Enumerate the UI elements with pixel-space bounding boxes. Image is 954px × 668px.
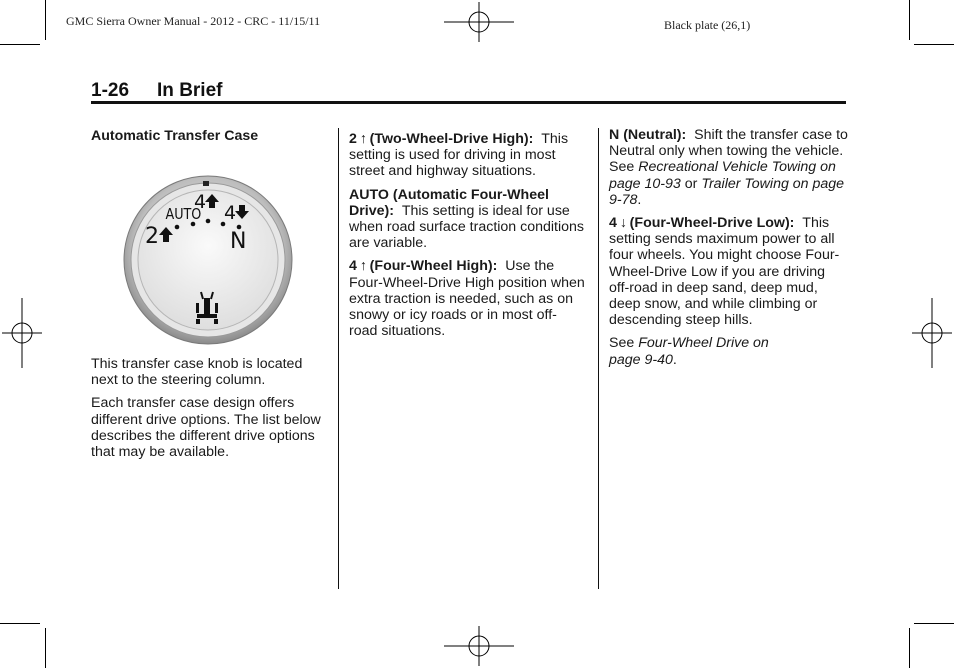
term-label: (Four-Wheel High): bbox=[369, 258, 498, 275]
cross-reference[interactable]: Recreational Vehicle Towing on page 10-93 bbox=[609, 159, 836, 192]
paragraph-four-wheel-low: 4 ↓ (Four-Wheel-Drive Low): This setting sends maximum power to all four wheels. You might choose Four-Wheel-Drive Low if you are driving off-road in deep sand, deep mud, deep snow, and while climbing or descending steep hills. bbox=[609, 215, 840, 329]
paragraph-neutral: N (Neutral): Shift the transfer case to Neutral only when towing the vehicle. See Recreational Vehicle Towing on page 10-93 or Trailer Towing on page 9-78. bbox=[609, 127, 848, 208]
term-label: (Two-Wheel-Drive High): bbox=[369, 131, 534, 147]
term-4: 4 bbox=[349, 258, 357, 275]
crop-mark bbox=[0, 623, 40, 624]
paragraph-four-wheel-high: 4 ↑ (Four-Wheel High): Use the Four-Wheel-Drive High position when extra traction is needed, such as on snowy or icy roads or in most off-road situations. bbox=[349, 258, 585, 340]
knob-label-2-high: 2 bbox=[145, 224, 159, 249]
crop-mark bbox=[914, 44, 954, 45]
registration-mark-top bbox=[444, 0, 514, 42]
crop-mark bbox=[914, 623, 954, 624]
print-header-left: GMC Sierra Owner Manual - 2012 - CRC - 11/15/11 bbox=[66, 14, 321, 28]
column-2 bbox=[349, 131, 585, 346]
transfer-case-knob-illustration bbox=[123, 175, 293, 345]
up-arrow-icon: ↑ bbox=[359, 131, 367, 147]
crop-mark bbox=[909, 628, 910, 668]
column-divider bbox=[598, 128, 599, 589]
knob-label-auto: AUTO bbox=[165, 206, 202, 224]
registration-mark-bottom bbox=[444, 626, 514, 668]
down-arrow-icon: ↓ bbox=[619, 215, 627, 232]
heading-rule bbox=[91, 101, 846, 104]
column-1-body bbox=[91, 356, 326, 467]
crop-mark bbox=[909, 0, 910, 40]
column-divider bbox=[338, 128, 339, 589]
paragraph: This transfer case knob is located next to the steering column. bbox=[91, 356, 303, 389]
knob-label-neutral: N bbox=[230, 229, 247, 254]
term-label: (Four-Wheel-Drive Low): bbox=[629, 215, 795, 232]
cross-reference[interactable]: Four-Wheel Drive on page 9-40 bbox=[609, 335, 769, 368]
cross-reference[interactable]: Trailer Towing on page 9-78 bbox=[609, 175, 845, 208]
term-neutral: N (Neutral): bbox=[609, 127, 687, 143]
column-3 bbox=[609, 127, 849, 375]
registration-mark-left bbox=[0, 298, 42, 368]
crop-mark bbox=[45, 0, 46, 40]
section-title: In Brief bbox=[157, 80, 223, 101]
paragraph: Each transfer case design offers different drive options. The list below describes the different drive options that may be available. bbox=[91, 395, 321, 461]
knob-label-4-low: 4 bbox=[224, 202, 237, 224]
page-number: 1-26 bbox=[91, 80, 130, 101]
print-header-right: Black plate (26,1) bbox=[664, 18, 751, 32]
term-4: 4 bbox=[609, 215, 617, 232]
section-subtitle: Automatic Transfer Case bbox=[91, 128, 259, 144]
page-heading bbox=[91, 80, 222, 102]
paragraph-two-wheel-high: 2 ↑ (Two-Wheel-Drive High): This setting is used for driving in most street and highway situations. bbox=[349, 131, 569, 180]
paragraph-auto: AUTO (Automatic Four-Wheel Drive): This setting is ideal for use when road surface traction conditions are variable. bbox=[349, 186, 585, 252]
up-arrow-icon: ↑ bbox=[359, 258, 367, 275]
crop-mark bbox=[45, 628, 46, 668]
term-auto: AUTO (Automatic Four-Wheel Drive): bbox=[349, 186, 549, 219]
crop-mark bbox=[0, 44, 40, 45]
registration-mark-right bbox=[912, 298, 954, 368]
paragraph-see-also: See Four-Wheel Drive on page 9-40. bbox=[609, 335, 769, 368]
column-1 bbox=[91, 128, 326, 144]
term-2: 2 bbox=[349, 131, 357, 147]
knob-label-4-high: 4 bbox=[194, 191, 207, 213]
